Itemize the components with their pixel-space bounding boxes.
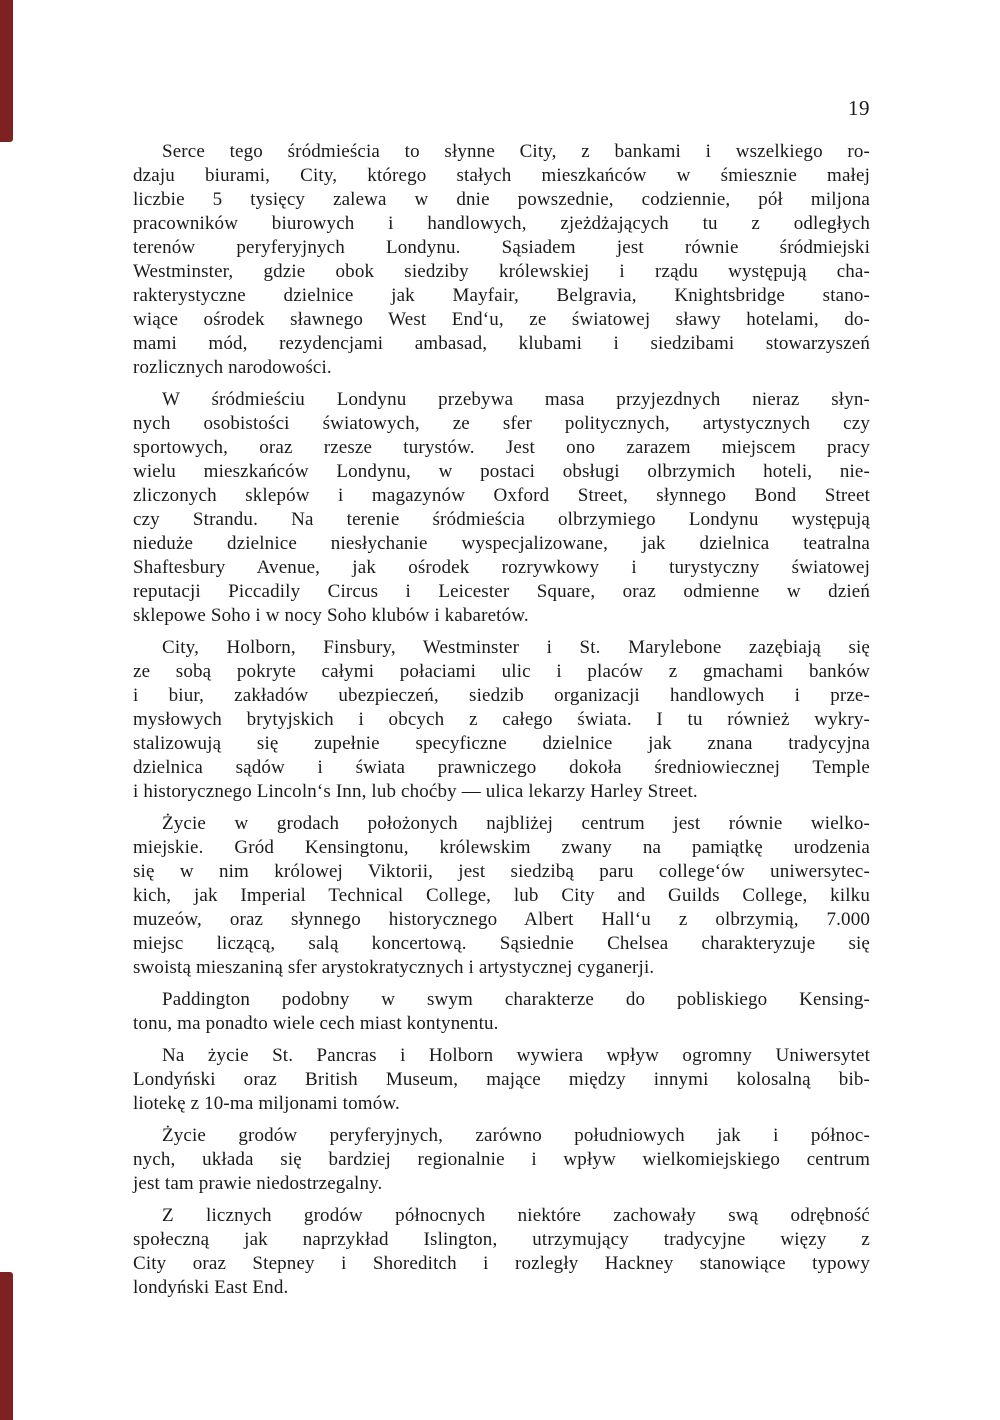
paragraph — [133, 140, 870, 380]
text-line: W śródmieściu Londynu przebywa masa przyjezdnych nieraz słyn- — [162, 389, 870, 410]
text-line: dzielnica sądów i świata prawniczego dokoła średniowiecznej Temple — [133, 757, 870, 778]
text-line: zliczonych sklepów i magazynów Oxford Street, słynnego Bond Street — [133, 485, 870, 506]
text-line: Na życie St. Pancras i Holborn wywiera wpływ ogromny Uniwersytet — [162, 1045, 870, 1066]
text-line: wielu mieszkańców Londynu, w postaci obsługi olbrzymich hoteli, nie- — [133, 461, 870, 482]
text-line: pracowników biurowych i handlowych, zjeżdżających tu z odległych — [133, 213, 870, 234]
text-line: swoistą mieszaniną sfer arystokratycznych i artystycznej cyganerji. — [133, 957, 655, 978]
text-line: liotekę z 10-ma miljonami tomów. — [133, 1093, 400, 1114]
scan-edge-artifact-top — [0, 0, 13, 142]
text-line: Paddington podobny w swym charakterze do pobliskiego Kensing- — [162, 989, 870, 1010]
text-line: City oraz Stepney i Shoreditch i rozległy Hackney stanowiące typowy — [133, 1253, 870, 1274]
text-line: Shaftesbury Avenue, jak ośrodek rozrywkowy i turystyczny światowej — [133, 557, 870, 578]
text-line: dzaju biurami, City, którego stałych mieszkańców w śmiesznie małej — [133, 165, 870, 186]
text-line: Westminster, gdzie obok siedziby królewskiej i rządu występują cha- — [133, 261, 870, 282]
text-line: rakterystyczne dzielnice jak Mayfair, Belgravia, Knightsbridge stano- — [133, 285, 870, 306]
text-line: Z licznych grodów północnych niektóre zachowały swą odrębność — [162, 1205, 870, 1226]
text-line: muzeów, oraz słynnego historycznego Albert Hall‘u z olbrzymią, 7.000 — [133, 909, 870, 930]
text-line: liczbie 5 tysięcy zalewa w dnie powszednie, codziennie, pół miljona — [133, 189, 870, 210]
text-line: kich, jak Imperial Technical College, lub City and Guilds College, kilku — [133, 885, 870, 906]
text-line: nieduże dzielnice niesłychanie wyspecjalizowane, jak dzielnica teatralna — [133, 533, 870, 554]
text-line: nych osobistości światowych, ze sfer politycznych, artystycznych czy — [133, 413, 870, 434]
paragraph — [133, 1204, 870, 1300]
paragraph — [133, 812, 870, 980]
text-line: mami mód, rezydencjami ambasad, klubami i siedzibami stowarzyszeń — [133, 333, 870, 354]
text-line: Życie w grodach położonych najbliżej centrum jest równie wielko- — [162, 813, 870, 834]
paragraph — [133, 1124, 870, 1196]
text-line: sklepowe Soho i w nocy Soho klubów i kabaretów. — [133, 605, 529, 626]
paragraph — [133, 1044, 870, 1116]
text-line: i biur, zakładów ubezpieczeń, siedzib organizacji handlowych i prze- — [133, 685, 870, 706]
text-line: londyński East End. — [133, 1277, 289, 1298]
text-line: i historycznego Lincoln‘s Inn, lub choćby — ulica lekarzy Harley Street. — [133, 781, 698, 802]
text-line: Serce tego śródmieścia to słynne City, z bankami i wszelkiego ro- — [162, 141, 870, 162]
text-line: Londyński oraz British Museum, mające między innymi kolosalną bib- — [133, 1069, 870, 1090]
text-line: społeczną jak naprzykład Islington, utrzymujący tradycyjne więzy z — [133, 1229, 870, 1250]
paragraph — [133, 636, 870, 804]
text-line: City, Holborn, Finsbury, Westminster i St. Marylebone zazębiają się — [162, 637, 870, 658]
text-line: czy Strandu. Na terenie śródmieścia olbrzymiego Londynu występują — [133, 509, 870, 530]
scan-edge-artifact-bottom — [0, 1272, 13, 1420]
text-line: jest tam prawie niedostrzegalny. — [133, 1173, 383, 1194]
text-line: tonu, ma ponadto wiele cech miast kontynentu. — [133, 1013, 499, 1034]
text-line: nych, układa się bardziej regionalnie i wpływ wielkomiejskiego centrum — [133, 1149, 870, 1170]
text-line: ze sobą pokryte całymi połaciami ulic i placów z gmachami banków — [133, 661, 870, 682]
body-text — [133, 140, 870, 1300]
text-line: miejsc liczącą, salą koncertową. Sąsiednie Chelsea charakteryzuje się — [133, 933, 870, 954]
text-line: mysłowych brytyjskich i obcych z całego świata. I tu również wykry- — [133, 709, 870, 730]
text-line: miejskie. Gród Kensingtonu, królewskim zwany na pamiątkę urodzenia — [133, 837, 870, 858]
text-line: sportowych, oraz rzesze turystów. Jest ono zarazem miejscem pracy — [133, 437, 870, 458]
text-line: terenów peryferyjnych Londynu. Sąsiadem jest równie śródmiejski — [133, 237, 870, 258]
text-line: wiące ośrodek sławnego West End‘u, ze światowej sławy hotelami, do- — [133, 309, 870, 330]
paragraph — [133, 388, 870, 628]
text-line: rozlicznych narodowości. — [133, 357, 332, 378]
text-line: się w nim królowej Viktorii, jest siedzibą paru college‘ów uniwersytec- — [133, 861, 870, 882]
paragraph — [133, 988, 870, 1036]
text-line: reputacji Piccadily Circus i Leicester Square, oraz odmienne w dzień — [133, 581, 870, 602]
text-line: Życie grodów peryferyjnych, zarówno południowych jak i północ- — [162, 1125, 870, 1146]
text-line: stalizowują się zupełnie specyficzne dzielnice jak znana tradycyjna — [133, 733, 870, 754]
page-number: 19 — [848, 96, 870, 120]
